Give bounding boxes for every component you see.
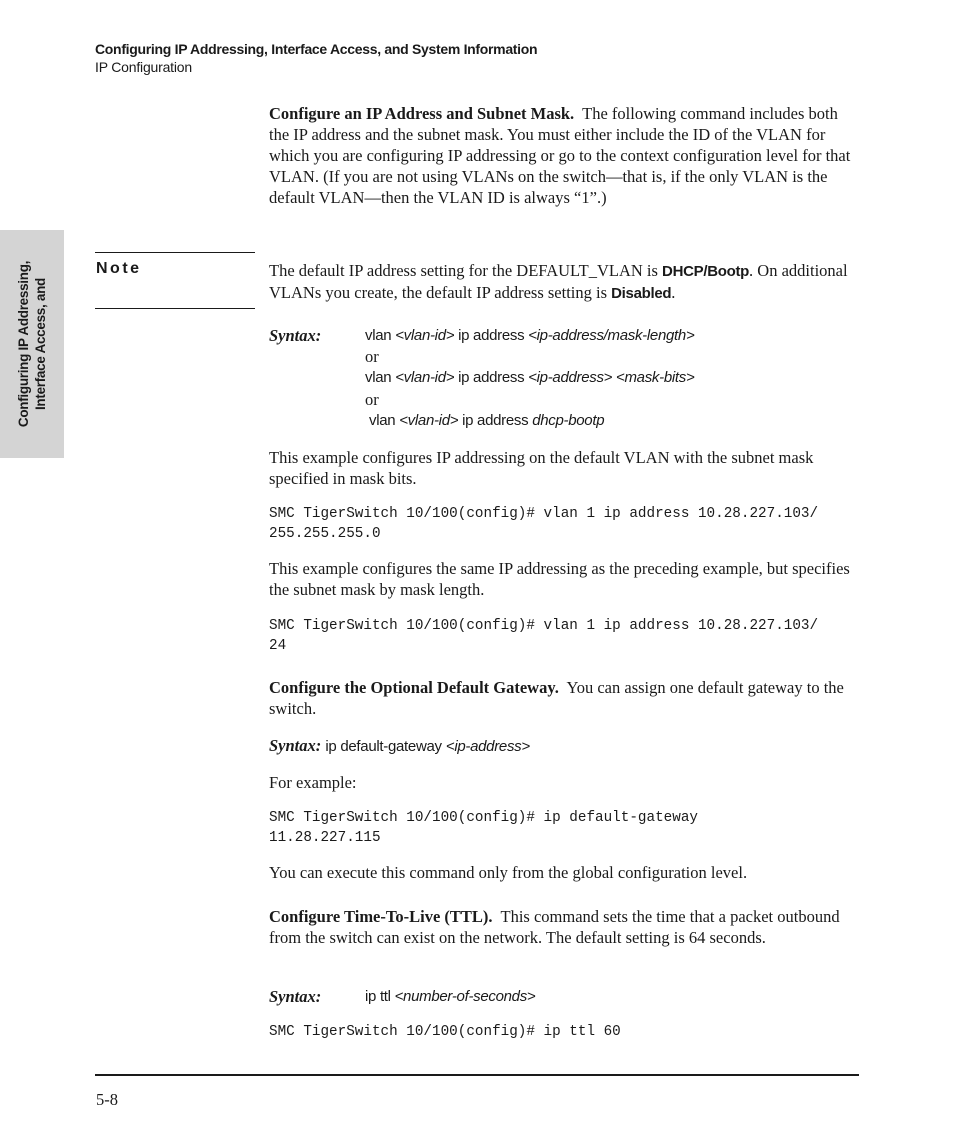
syntax-3-arg-b: dhcp-bootp	[532, 412, 605, 429]
gateway-code	[269, 808, 861, 848]
syntax-line-1	[365, 325, 694, 346]
syntax-1-cmd-a: vlan	[365, 327, 392, 344]
gateway-section	[269, 677, 861, 719]
gateway-after	[269, 862, 861, 883]
syntax-1-arg-a: <vlan-id>	[395, 327, 455, 344]
note-disabled: Disabled	[611, 285, 672, 302]
gateway-for-example-text: For example:	[269, 773, 357, 792]
gateway-code-line-2: 11.28.227.115	[269, 830, 381, 846]
ttl-body: This command sets the time that a packet outbound from the switch can exist on the network. The default setting is 64 seconds.	[269, 907, 840, 947]
syntax-or-2: or	[365, 390, 379, 409]
ip-subnet-paragraph	[269, 103, 861, 208]
gateway-for-example	[269, 772, 861, 793]
note-text-b: . On additional VLANs you create, the default IP address setting is	[269, 261, 848, 302]
syntax-label-text: Syntax:	[269, 326, 322, 345]
side-tab-line-2: Interface Access, and	[33, 277, 48, 411]
gateway-body: You can assign one default gateway to the switch.	[269, 678, 844, 718]
ttl-syntax	[365, 986, 535, 1007]
section-title: IP Configuration	[95, 59, 192, 75]
example-2-code	[269, 616, 861, 656]
syntax-or-1: or	[365, 347, 379, 366]
syntax-line-3	[369, 410, 604, 431]
note-text-a: The default IP address setting for the DEFAULT_VLAN is	[269, 261, 658, 280]
gateway-syntax-label: Syntax:	[269, 736, 322, 755]
note-text	[269, 260, 861, 304]
example-1-section	[269, 447, 861, 489]
ttl-heading: Configure Time-To-Live (TTL).	[269, 907, 493, 926]
ttl-syntax-arg: <number-of-seconds>	[394, 988, 536, 1005]
chapter-side-tab	[0, 230, 64, 458]
syntax-3-arg-a: <vlan-id>	[399, 412, 459, 429]
syntax-3-cmd-a: vlan	[369, 412, 396, 429]
gateway-syntax-arg: <ip-address>	[445, 738, 530, 755]
syntax-line-2	[365, 367, 694, 388]
syntax-3-cmd-b: ip address	[462, 412, 529, 429]
syntax-label	[269, 325, 321, 346]
gateway-after-text: You can execute this command only from the global configuration level.	[269, 863, 748, 882]
note-dhcp-bootp: DHCP/Bootp	[662, 263, 750, 280]
ip-subnet-body: The following command includes both the IP address and the subnet mask. You must either include the ID of the VLAN for which you are configuring IP addressing or go to the context configuration level for that VLAN. (If you are not using VLANs on the switch—that is, if the only VLAN is the default VLAN—then the VLAN ID is always “1”.)	[269, 104, 851, 207]
note-top-rule	[95, 252, 255, 253]
syntax-1-arg-b: <ip-address/mask-length>	[528, 327, 695, 344]
syntax-2-cmd-b: ip address	[458, 369, 525, 386]
ttl-syntax-cmd: ip ttl	[365, 988, 391, 1005]
footer-rule	[95, 1074, 859, 1076]
example-2-code-line-2: 24	[269, 638, 287, 654]
example-1-code-line-1: SMC TigerSwitch 10/100(config)# vlan 1 ip address 10.28.227.103/	[269, 506, 819, 522]
ttl-syntax-label	[269, 986, 321, 1007]
ttl-paragraph	[269, 906, 861, 948]
example-1-code-line-2: 255.255.255.0	[269, 526, 381, 542]
example-1-code	[269, 504, 861, 544]
side-tab-line-1: Configuring IP Addressing,	[16, 260, 31, 428]
page-number: 5-8	[96, 1090, 118, 1109]
example-2-section	[269, 558, 861, 600]
syntax-2-arg-c: <mask-bits>	[616, 369, 695, 386]
example-2-text: This example configures the same IP addressing as the preceding example, but specifies the subnet mask by mask length.	[269, 559, 850, 599]
chapter-title: Configuring IP Addressing, Interface Access, and System Information	[95, 41, 538, 57]
note-text-c: .	[671, 283, 676, 302]
syntax-1-cmd-b: ip address	[458, 327, 525, 344]
gateway-paragraph	[269, 677, 861, 719]
example-1-text: This example configures IP addressing on the default VLAN with the subnet mask specified in mask bits.	[269, 448, 814, 488]
syntax-2-arg-b: <ip-address>	[528, 369, 613, 386]
ip-subnet-section	[269, 103, 861, 208]
gateway-syntax	[269, 735, 530, 757]
ttl-syntax-label-text: Syntax:	[269, 987, 322, 1006]
ttl-code	[269, 1022, 861, 1042]
syntax-2-arg-a: <vlan-id>	[395, 369, 455, 386]
note-label: Note	[96, 260, 142, 277]
gateway-code-line-1: SMC TigerSwitch 10/100(config)# ip default-gateway	[269, 810, 698, 826]
note-bottom-rule	[95, 308, 255, 309]
side-tab-label	[15, 261, 49, 427]
example-2-code-line-1: SMC TigerSwitch 10/100(config)# vlan 1 ip address 10.28.227.103/	[269, 618, 819, 634]
ip-subnet-heading: Configure an IP Address and Subnet Mask.	[269, 104, 575, 123]
gateway-heading: Configure the Optional Default Gateway.	[269, 678, 559, 697]
ttl-section	[269, 906, 861, 948]
ttl-code-line-1: SMC TigerSwitch 10/100(config)# ip ttl 60	[269, 1024, 621, 1040]
gateway-syntax-cmd: ip default-gateway	[325, 738, 442, 755]
note-section	[269, 260, 861, 304]
syntax-2-cmd-a: vlan	[365, 369, 392, 386]
